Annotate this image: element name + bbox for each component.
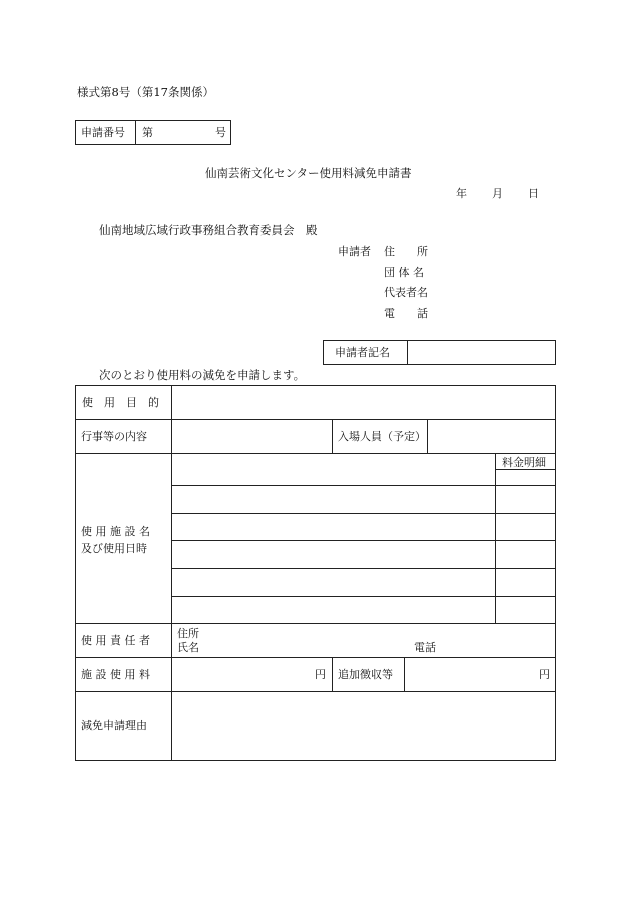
page-title: 仙南芸術文化センター使用料減免申請書 (205, 166, 412, 180)
row-line (75, 623, 556, 624)
responsible-label: 使 用 責 任 者 (81, 634, 150, 647)
column-line (404, 657, 405, 691)
purpose-field[interactable] (174, 388, 552, 416)
reason-label: 減免申請理由 (81, 719, 147, 732)
recorder-field[interactable] (410, 342, 553, 363)
facility-label-line1: 使 用 施 設 名 (81, 525, 150, 538)
row-line (75, 453, 556, 454)
row-line (171, 596, 556, 597)
facility-row-2-field[interactable] (174, 488, 492, 511)
application-number-suffix: 号 (215, 126, 226, 139)
application-number-field[interactable] (159, 122, 213, 142)
facility-row-1-field[interactable] (174, 456, 492, 483)
date-year: 年 (456, 187, 467, 200)
facility-row-5-field[interactable] (174, 571, 492, 594)
form-id: 様式第8号（第17条関係） (77, 85, 214, 99)
event-content-field[interactable] (174, 422, 328, 450)
applicant-representative-label: 代表者名 (384, 286, 428, 299)
reason-field[interactable] (174, 694, 552, 758)
divider (407, 340, 408, 365)
additional-fee-field[interactable] (407, 660, 535, 688)
fee-detail-label: 料金明細 (502, 456, 546, 469)
facility-row-6-field[interactable] (174, 599, 492, 621)
applicant-label: 申請者 (338, 245, 371, 258)
additional-fee-yen: 円 (539, 668, 550, 681)
responsible-address-label: 住所 (177, 627, 199, 640)
applicant-group-label: 団 体 名 (384, 266, 424, 279)
date-day: 日 (528, 187, 539, 200)
addressee: 仙南地域広域行政事務組合教育委員会 殿 (99, 223, 318, 237)
row-line (171, 513, 556, 514)
facility-fee-label: 施 設 使 用 料 (81, 668, 150, 681)
applicant-address-label: 住 所 (384, 245, 428, 258)
row-line (171, 568, 556, 569)
event-content-label: 行事等の内容 (81, 430, 147, 443)
row-line (75, 691, 556, 692)
responsible-phone-label: 電話 (414, 641, 436, 654)
facility-fee-yen: 円 (315, 668, 326, 681)
row-line (495, 469, 556, 470)
purpose-label: 使 用 目 的 (82, 396, 159, 409)
row-line (171, 485, 556, 486)
row-line (171, 540, 556, 541)
attendance-label: 入場人員（予定） (338, 430, 426, 443)
column-line (332, 419, 333, 453)
attendance-field[interactable] (430, 422, 552, 450)
facility-label-line2: 及び使用日時 (81, 542, 147, 555)
column-line (427, 419, 428, 453)
application-number-prefix: 第 (142, 126, 153, 139)
divider (135, 120, 136, 145)
responsible-name-label: 氏名 (177, 641, 199, 654)
application-number-label: 申請番号 (81, 126, 125, 139)
row-line (75, 657, 556, 658)
date-month: 月 (492, 187, 503, 200)
column-line (171, 385, 172, 761)
facility-row-3-field[interactable] (174, 516, 492, 538)
column-line (332, 657, 333, 691)
responsible-address-field[interactable] (205, 626, 552, 639)
column-line (495, 453, 496, 623)
applicant-phone-label: 電 話 (384, 307, 428, 320)
facility-fee-field[interactable] (174, 660, 312, 688)
facility-row-4-field[interactable] (174, 543, 492, 566)
row-line (75, 419, 556, 420)
intro-text: 次のとおり使用料の減免を申請します。 (99, 368, 306, 382)
additional-fee-label: 追加徴収等 (338, 668, 393, 681)
responsible-name-field[interactable] (205, 640, 410, 655)
recorder-label: 申請者記名 (335, 346, 390, 359)
